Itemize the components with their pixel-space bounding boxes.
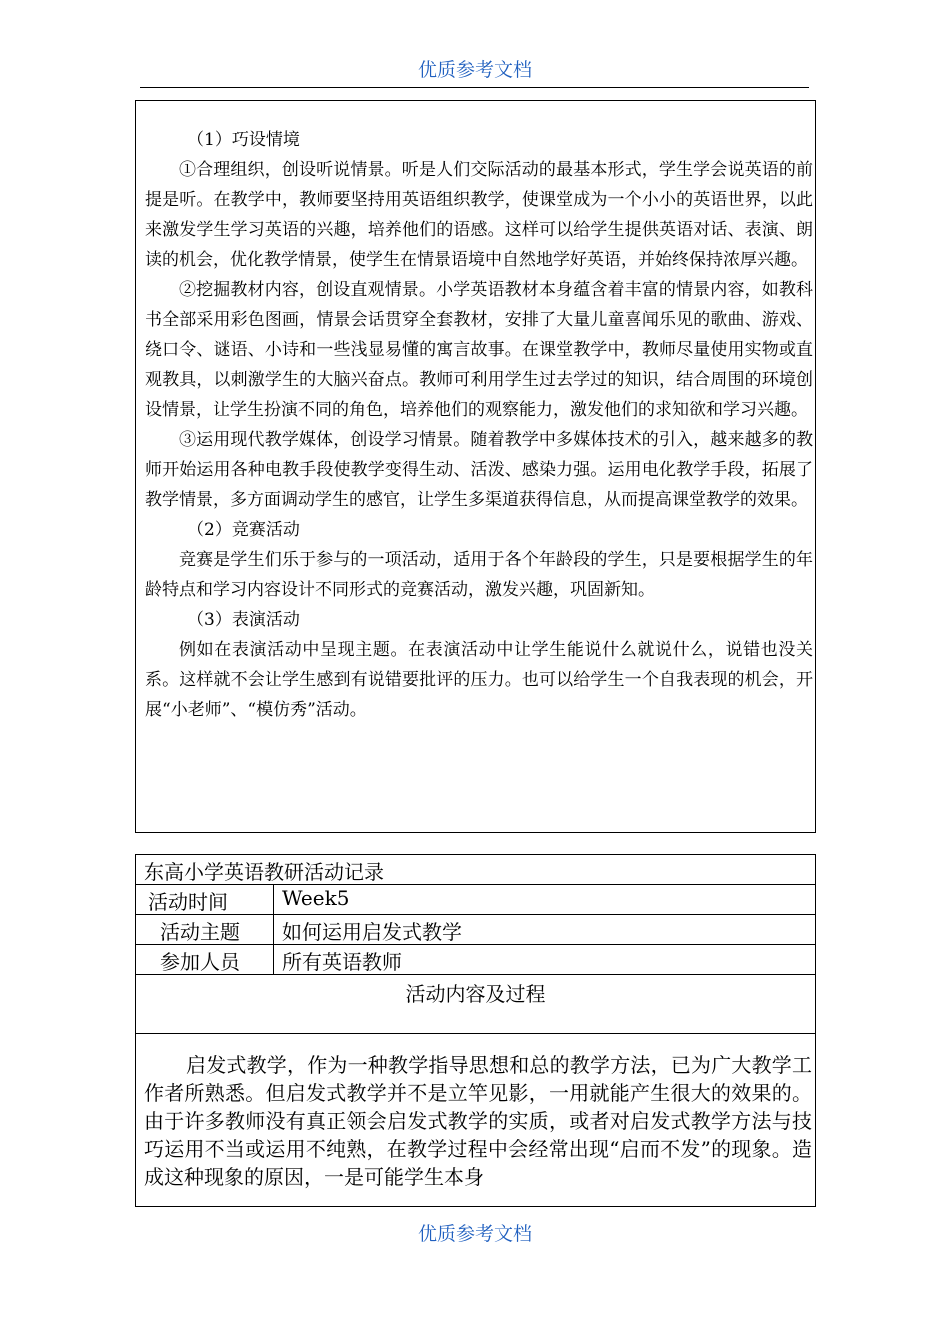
activity-record-table [135,854,816,1207]
time-row [136,885,815,915]
page-header: 优质参考文档 [417,59,532,81]
page-footer: 优质参考文档 [417,1223,532,1245]
content-heading-row [136,975,815,1034]
paragraph-materials: ②挖掘教材内容，创设直观情景。小学英语教材本身蕴含着丰富的情景内容，如教科书全部采用彩色图画，情景会话贯穿全套教材，安排了大量儿童喜闻乐见的歌曲、游戏、绕口令、谜语、小诗和一些浅显易懂的寓言故事。在课堂教学中，教师尽量使用实物或直观教具，以刺激学生的大脑兴奋点。教师可利用学生过去学过的知识，结合周围的环境创设情景，让学生扮演不同的角色，培养他们的观察能力，激发他们的求知欲和学习兴趣。 [145,280,813,420]
label-column-divider [273,885,274,975]
teaching-methods-box [135,100,816,833]
heading-performance: （3）表演活动 [187,610,300,630]
record-title-row [136,855,815,885]
paragraph-competition: 竞赛是学生们乐于参与的一项活动，适用于各个年龄段的学生，只是要根据学生的年龄特点和学习内容设计不同形式的竞赛活动，激发兴趣，巩固新知。 [145,550,813,600]
heading-scenario: （1）巧设情境 [187,130,300,150]
paragraph-performance: 例如在表演活动中呈现主题。在表演活动中让学生能说什么就说什么，说错也没关系。这样就不会让学生感到有说错要批评的压力。也可以给学生一个自我表现的机会，开展“小老师”、“模仿秀”活动。 [145,640,813,720]
time-value: Week5 [282,886,350,910]
record-title: 东高小学英语教研活动记录 [144,860,384,884]
heading-competition: （2）竞赛活动 [187,520,300,540]
theme-value: 如何运用启发式教学 [282,920,462,944]
people-row [136,945,815,975]
paragraph-media: ③运用现代教学媒体，创设学习情景。随着教学中多媒体技术的引入，越来越多的教师开始运用各种电教手段使教学变得生动、活泼、感染力强。运用电化教学手段，拓展了教学情景，多方面调动学生的感官，让学生多渠道获得信息，从而提高课堂教学的效果。 [145,430,813,510]
time-label: 活动时间 [148,890,228,914]
theme-row [136,915,815,945]
content-paragraph: 启发式教学，作为一种教学指导思想和总的教学方法，已为广大教学工作者所熟悉。但启发式教学并不是立竿见影，一用就能产生很大的效果的。由于许多教师没有真正领会启发式教学的实质，或者对启发式教学方法与技巧运用不当或运用不纯熟，在教学过程中会经常出现“启而不发”的现象。造成这种现象的原因，一是可能学生本身 [144,1053,812,1189]
content-body [144,1051,812,1191]
people-value: 所有英语教师 [282,950,402,974]
theme-label: 活动主题 [160,920,240,944]
content-heading: 活动内容及过程 [405,982,546,1006]
header-rule [140,87,809,88]
paragraph-listening: ①合理组织，创设听说情景。听是人们交际活动的最基本形式，学生学会说英语的前提是听。在教学中，教师要坚持用英语组织教学，使课堂成为一个小小的英语世界，以此来激发学生学习英语的兴趣，培养他们的语感。这样可以给学生提供英语对话、表演、朗读的机会，优化教学情景，使学生在情景语境中自然地学好英语，并始终保持浓厚兴趣。 [145,160,813,270]
people-label: 参加人员 [160,950,240,974]
teaching-methods-text [145,125,813,725]
